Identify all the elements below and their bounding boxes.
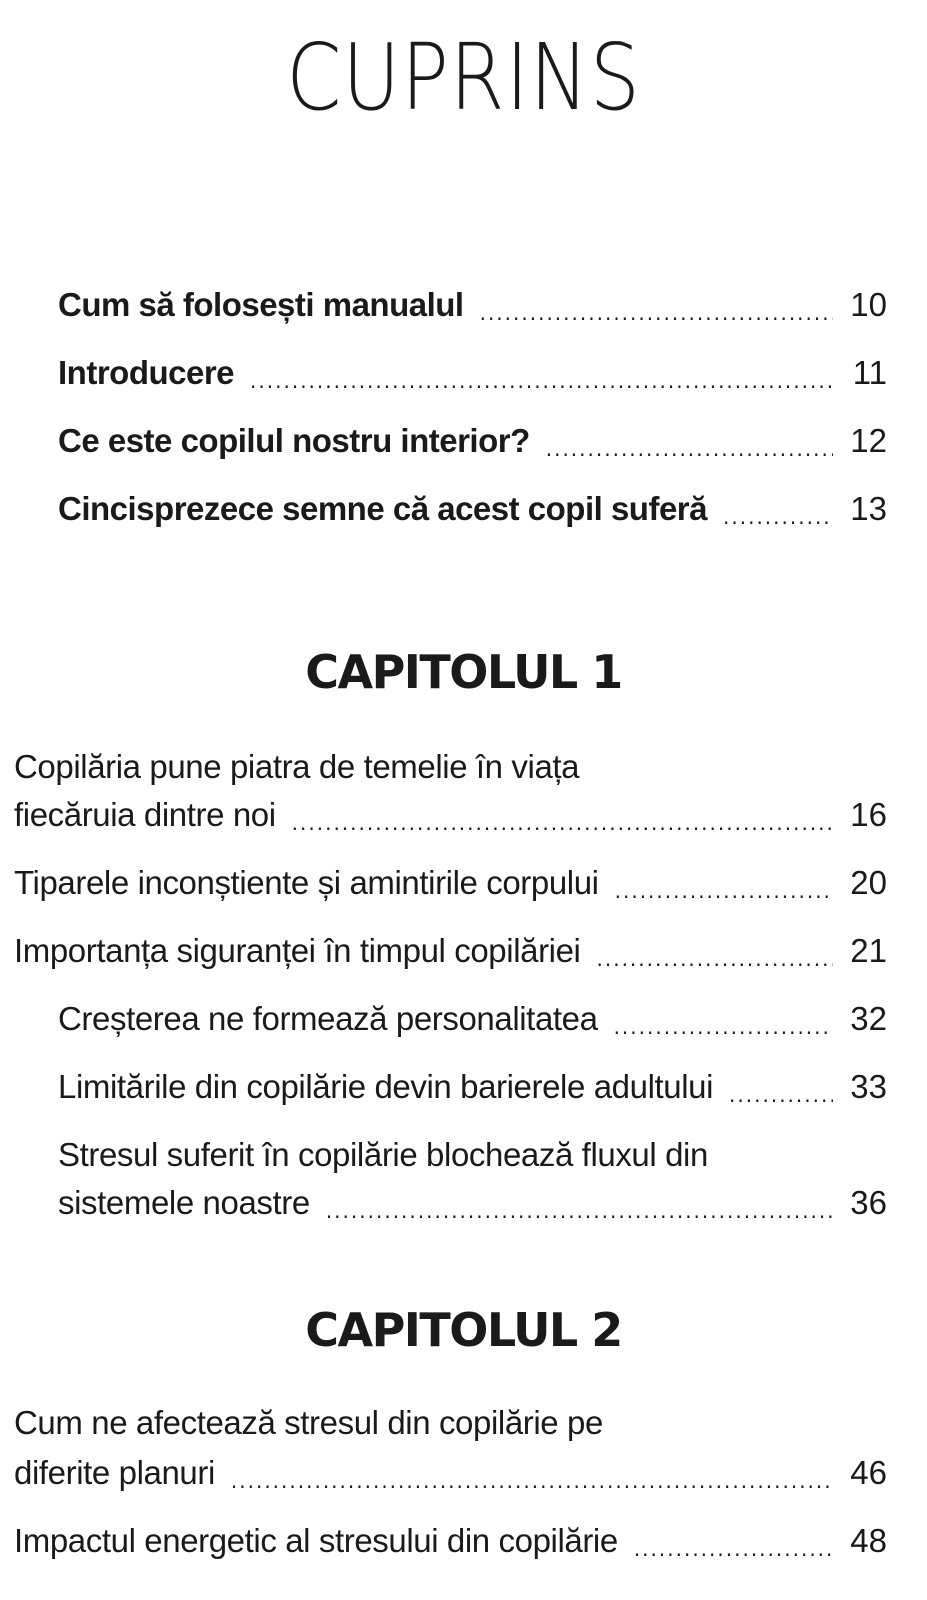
leader-dots [723, 502, 833, 532]
chapter-heading: CAPITOLUL 1 [305, 645, 622, 699]
toc-entry-title: Creșterea ne formează personalitatea [58, 1000, 598, 1037]
toc-entry[interactable] [58, 418, 887, 464]
toc-entry-title: diferite planuri [14, 1454, 215, 1491]
leader-dots [614, 1012, 833, 1042]
leader-dots [634, 1534, 833, 1564]
toc-entry-page: 16 [850, 796, 887, 833]
toc-entry-page: 11 [852, 354, 887, 391]
toc-entry-page: 21 [850, 932, 887, 969]
leader-dots [546, 434, 833, 464]
toc-entry-title: sistemele noastre [58, 1184, 310, 1221]
toc-entry[interactable] [14, 928, 887, 974]
toc-entry[interactable] [58, 486, 887, 532]
leader-dots [292, 808, 833, 838]
page-title: CUPRINS [286, 24, 641, 131]
toc-entry[interactable] [14, 860, 887, 906]
leader-dots [729, 1080, 833, 1110]
toc-subentry[interactable] [58, 996, 887, 1042]
toc-entry-page: 13 [850, 490, 887, 527]
toc-entry-page: 33 [850, 1068, 887, 1105]
toc-subentry[interactable] [58, 1180, 887, 1226]
toc-entry-title: fiecăruia dintre noi [14, 796, 276, 833]
toc-entry-title: Impactul energetic al stresului din copilărie [14, 1522, 618, 1559]
toc-entry-page: 46 [850, 1454, 887, 1491]
leader-dots [231, 1466, 833, 1496]
leader-dots [597, 944, 834, 974]
toc-entry-title: Cum să folosești manualul [58, 286, 464, 323]
toc-entry[interactable] [14, 792, 887, 838]
toc-entry-title-line1: Cum ne afectează stresul din copilărie pe [14, 1404, 603, 1441]
leader-dots [615, 876, 833, 906]
toc-entry-page: 12 [850, 422, 887, 459]
leader-dots [326, 1196, 833, 1226]
toc-entry-title: Importanța siguranței în timpul copilăriei [14, 932, 581, 969]
toc-entry-page: 48 [850, 1522, 887, 1559]
toc-entry-title: Ce este copilul nostru interior? [58, 422, 530, 459]
toc-entry-title: Limitările din copilărie devin barierele adultului [58, 1068, 714, 1105]
toc-entry[interactable] [14, 1450, 887, 1496]
toc-entry[interactable] [58, 350, 887, 396]
toc-entry-title-line1: Stresul suferit în copilărie blochează fluxul din [58, 1136, 708, 1173]
toc-entry[interactable] [58, 282, 887, 328]
toc-entry-title: Introducere [58, 354, 235, 391]
toc-subentry[interactable] [58, 1064, 887, 1110]
toc-entry-page: 32 [850, 1000, 887, 1037]
toc-entry-page: 10 [850, 286, 887, 323]
toc-entry-title-line1: Copilăria pune piatra de temelie în viața [14, 748, 580, 785]
toc-entry-page: 20 [850, 864, 887, 901]
leader-dots [480, 298, 833, 328]
chapter-heading: CAPITOLUL 2 [305, 1303, 622, 1357]
toc-entry-page: 36 [850, 1184, 887, 1221]
toc-entry[interactable] [14, 1518, 887, 1564]
toc-entry-title: Tiparele inconștiente și amintirile corpului [14, 864, 599, 901]
toc-entry-title: Cincisprezece semne că acest copil suferă [58, 490, 708, 527]
leader-dots [250, 366, 833, 396]
